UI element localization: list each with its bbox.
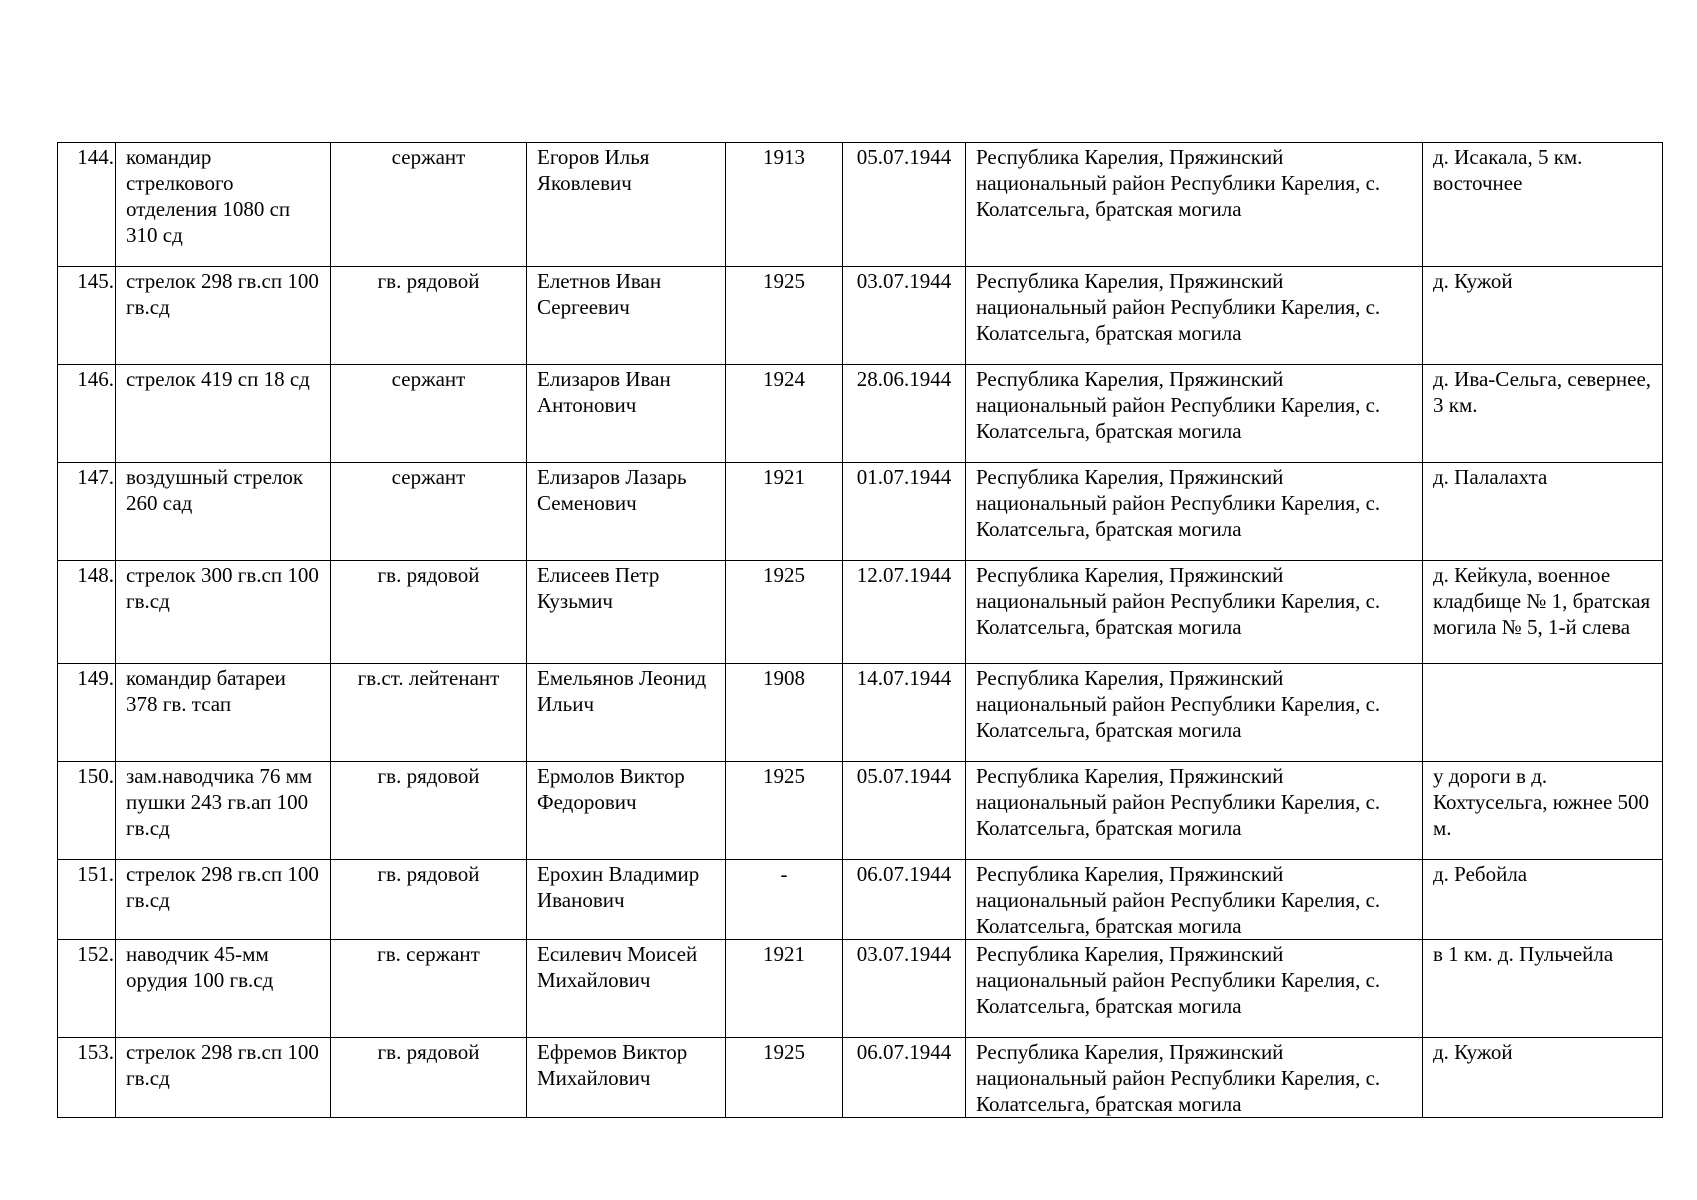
death-date-cell: 05.07.1944 xyxy=(843,762,966,860)
military-rank-cell: гв. рядовой xyxy=(331,860,527,940)
burial-place-cell: Республика Карелия, Пряжинский национальный район Республики Карелия, с. Колатсельга, братская могила xyxy=(966,940,1423,1038)
death-date-cell: 12.07.1944 xyxy=(843,561,966,664)
military-rank-cell: гв. рядовой xyxy=(331,762,527,860)
birth-year-cell: 1921 xyxy=(726,940,843,1038)
burial-place-cell: Республика Карелия, Пряжинский национальный район Республики Карелия, с. Колатсельга, братская могила xyxy=(966,1038,1423,1118)
death-date-cell: 01.07.1944 xyxy=(843,463,966,561)
table-row xyxy=(58,267,1663,365)
death-date-cell: 14.07.1944 xyxy=(843,664,966,762)
table-row xyxy=(58,664,1663,762)
person-name-cell: Елизаров Иван Антонович xyxy=(527,365,726,463)
table-row xyxy=(58,143,1663,267)
place-of-death-cell: в 1 км. д. Пульчейла xyxy=(1423,940,1663,1038)
military-rank-cell: гв. рядовой xyxy=(331,561,527,664)
person-name-cell: Егоров Илья Яковлевич xyxy=(527,143,726,267)
table-row xyxy=(58,365,1663,463)
person-name-cell: Елетнов Иван Сергеевич xyxy=(527,267,726,365)
military-position-cell: командир батареи 378 гв. тсап xyxy=(116,664,331,762)
person-name-cell: Елисеев Петр Кузьмич xyxy=(527,561,726,664)
record-number-cell: 151. xyxy=(58,860,116,940)
burial-place-cell: Республика Карелия, Пряжинский национальный район Республики Карелия, с. Колатсельга, братская могила xyxy=(966,762,1423,860)
table-row xyxy=(58,463,1663,561)
military-rank-cell: сержант xyxy=(331,365,527,463)
burial-records-table xyxy=(57,142,1663,1118)
military-position-cell: стрелок 419 сп 18 сд xyxy=(116,365,331,463)
burial-place-cell: Республика Карелия, Пряжинский национальный район Республики Карелия, с. Колатсельга, братская могила xyxy=(966,664,1423,762)
birth-year-cell: 1925 xyxy=(726,561,843,664)
birth-year-cell: - xyxy=(726,860,843,940)
person-name-cell: Елизаров Лазарь Семенович xyxy=(527,463,726,561)
place-of-death-cell: д. Ребойла xyxy=(1423,860,1663,940)
military-rank-cell: гв.ст. лейтенант xyxy=(331,664,527,762)
burial-place-cell: Республика Карелия, Пряжинский национальный район Республики Карелия, с. Колатсельга, братская могила xyxy=(966,463,1423,561)
place-of-death-cell: д. Палалахта xyxy=(1423,463,1663,561)
birth-year-cell: 1925 xyxy=(726,267,843,365)
place-of-death-cell: д. Ива-Сельга, севернее, 3 км. xyxy=(1423,365,1663,463)
record-number-cell: 153. xyxy=(58,1038,116,1118)
military-position-cell: стрелок 300 гв.сп 100 гв.сд xyxy=(116,561,331,664)
person-name-cell: Ефремов Виктор Михайлович xyxy=(527,1038,726,1118)
death-date-cell: 05.07.1944 xyxy=(843,143,966,267)
person-name-cell: Есилевич Моисей Михайлович xyxy=(527,940,726,1038)
birth-year-cell: 1925 xyxy=(726,762,843,860)
military-rank-cell: гв. рядовой xyxy=(331,267,527,365)
place-of-death-cell: д. Кужой xyxy=(1423,267,1663,365)
table-row xyxy=(58,940,1663,1038)
record-number-cell: 147. xyxy=(58,463,116,561)
table-row xyxy=(58,1038,1663,1118)
birth-year-cell: 1908 xyxy=(726,664,843,762)
record-number-cell: 152. xyxy=(58,940,116,1038)
military-position-cell: стрелок 298 гв.сп 100 гв.сд xyxy=(116,267,331,365)
death-date-cell: 28.06.1944 xyxy=(843,365,966,463)
birth-year-cell: 1921 xyxy=(726,463,843,561)
military-position-cell: наводчик 45-мм орудия 100 гв.сд xyxy=(116,940,331,1038)
record-number-cell: 149. xyxy=(58,664,116,762)
military-rank-cell: сержант xyxy=(331,143,527,267)
table-row xyxy=(58,561,1663,664)
table-row xyxy=(58,762,1663,860)
person-name-cell: Емельянов Леонид Ильич xyxy=(527,664,726,762)
birth-year-cell: 1913 xyxy=(726,143,843,267)
military-position-cell: стрелок 298 гв.сп 100 гв.сд xyxy=(116,1038,331,1118)
military-position-cell: зам.наводчика 76 мм пушки 243 гв.ап 100 гв.сд xyxy=(116,762,331,860)
death-date-cell: 06.07.1944 xyxy=(843,1038,966,1118)
military-rank-cell: гв. рядовой xyxy=(331,1038,527,1118)
birth-year-cell: 1924 xyxy=(726,365,843,463)
military-rank-cell: сержант xyxy=(331,463,527,561)
military-position-cell: воздушный стрелок 260 сад xyxy=(116,463,331,561)
table-body xyxy=(58,143,1663,1118)
burial-place-cell: Республика Карелия, Пряжинский национальный район Республики Карелия, с. Колатсельга, братская могила xyxy=(966,860,1423,940)
military-position-cell: стрелок 298 гв.сп 100 гв.сд xyxy=(116,860,331,940)
burial-place-cell: Республика Карелия, Пряжинский национальный район Республики Карелия, с. Колатсельга, братская могила xyxy=(966,365,1423,463)
birth-year-cell: 1925 xyxy=(726,1038,843,1118)
death-date-cell: 06.07.1944 xyxy=(843,860,966,940)
record-number-cell: 146. xyxy=(58,365,116,463)
record-number-cell: 148. xyxy=(58,561,116,664)
record-number-cell: 145. xyxy=(58,267,116,365)
death-date-cell: 03.07.1944 xyxy=(843,940,966,1038)
place-of-death-cell: у дороги в д. Кохтусельга, южнее 500 м. xyxy=(1423,762,1663,860)
person-name-cell: Ермолов Виктор Федорович xyxy=(527,762,726,860)
person-name-cell: Ерохин Владимир Иванович xyxy=(527,860,726,940)
place-of-death-cell: д. Кейкула, военное кладбище № 1, братская могила № 5, 1-й слева xyxy=(1423,561,1663,664)
military-position-cell: командир стрелкового отделения 1080 сп 310 сд xyxy=(116,143,331,267)
burial-place-cell: Республика Карелия, Пряжинский национальный район Республики Карелия, с. Колатсельга, братская могила xyxy=(966,143,1423,267)
place-of-death-cell xyxy=(1423,664,1663,762)
burial-place-cell: Республика Карелия, Пряжинский национальный район Республики Карелия, с. Колатсельга, братская могила xyxy=(966,561,1423,664)
death-date-cell: 03.07.1944 xyxy=(843,267,966,365)
military-rank-cell: гв. сержант xyxy=(331,940,527,1038)
record-number-cell: 144. xyxy=(58,143,116,267)
burial-place-cell: Республика Карелия, Пряжинский национальный район Республики Карелия, с. Колатсельга, братская могила xyxy=(966,267,1423,365)
place-of-death-cell: д. Кужой xyxy=(1423,1038,1663,1118)
place-of-death-cell: д. Исакала, 5 км. восточнее xyxy=(1423,143,1663,267)
table-row xyxy=(58,860,1663,940)
record-number-cell: 150. xyxy=(58,762,116,860)
